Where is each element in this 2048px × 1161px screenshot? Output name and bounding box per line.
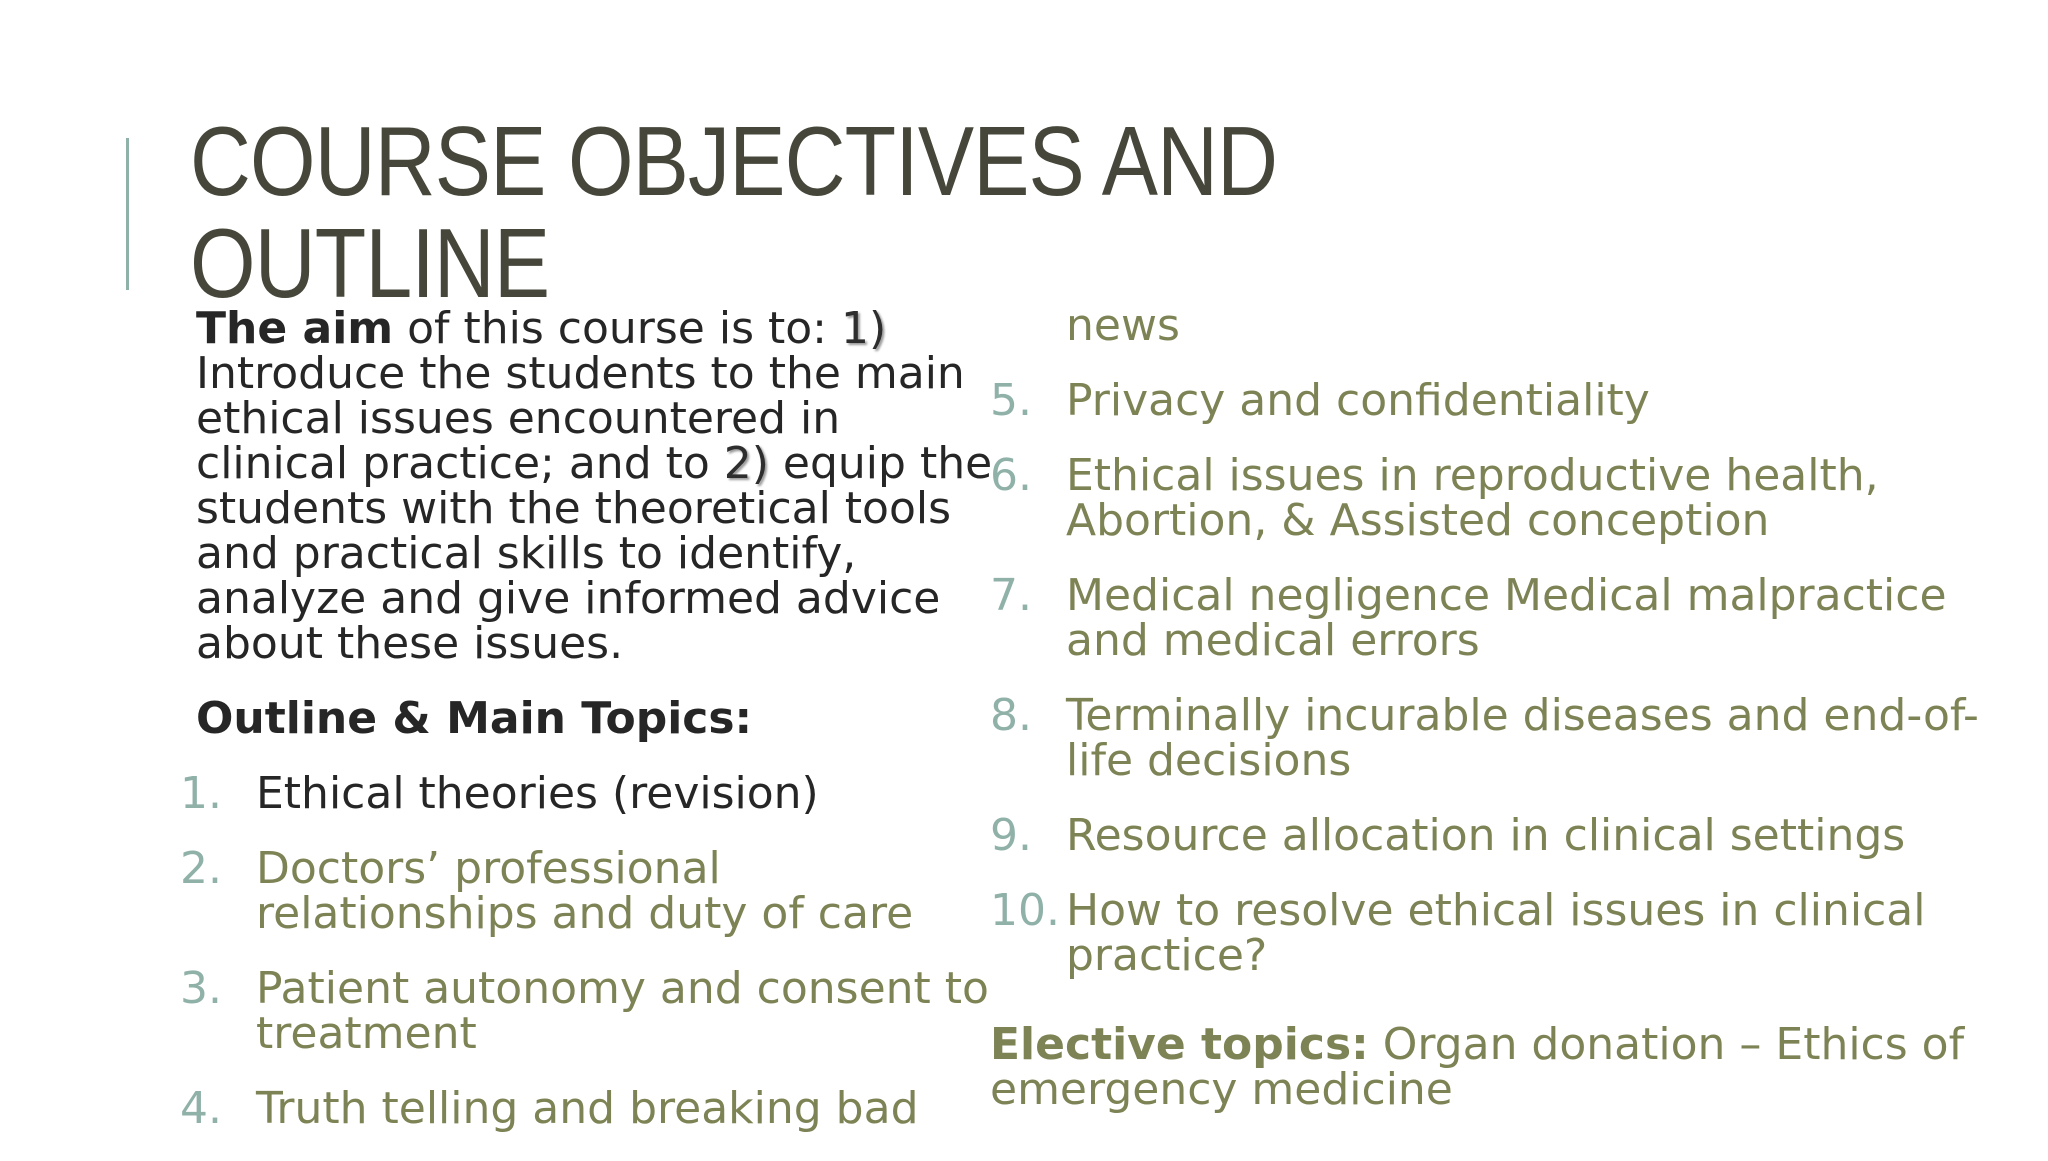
list-number: 2. bbox=[180, 843, 222, 894]
list-text: Truth telling and breaking bad bbox=[256, 1083, 919, 1134]
topics-list-right bbox=[990, 375, 1990, 981]
list-text: Ethical issues in reproductive health, Abortion, & Assisted conception bbox=[1066, 450, 1879, 546]
list-item bbox=[180, 768, 996, 819]
list-number: 3. bbox=[180, 963, 222, 1014]
list-number: 9. bbox=[990, 810, 1032, 861]
list-text: Patient autonomy and consent to treatment bbox=[256, 963, 989, 1059]
aim-marker-2: 2) bbox=[723, 438, 769, 489]
list-text: Resource allocation in clinical settings bbox=[1066, 810, 1906, 861]
list-item bbox=[990, 450, 1990, 546]
slide-title: COURSE OBJECTIVES AND OUTLINE bbox=[190, 106, 1278, 318]
list-number: 7. bbox=[990, 570, 1032, 621]
list-item bbox=[990, 375, 1990, 426]
elective-text: Organ donation – Ethics of emergency medicine bbox=[990, 1019, 1965, 1115]
right-column bbox=[990, 300, 1990, 1156]
left-column bbox=[180, 303, 996, 1161]
aim-text-2: Introduce the students to the main ethical issues encountered in clinical practice; and to bbox=[196, 348, 965, 489]
list-item bbox=[990, 690, 1990, 786]
list-number: 6. bbox=[990, 450, 1032, 501]
list-number: 8. bbox=[990, 690, 1032, 741]
list-item bbox=[990, 570, 1990, 666]
list-text: Privacy and confidentiality bbox=[1066, 375, 1650, 426]
list-item bbox=[180, 1083, 996, 1134]
list-item bbox=[180, 843, 996, 939]
list-item-continued: news bbox=[1066, 300, 1180, 351]
list-item bbox=[180, 963, 996, 1059]
list-item bbox=[990, 885, 1990, 981]
list-item bbox=[990, 810, 1990, 861]
list-number: 4. bbox=[180, 1083, 222, 1134]
list-text: Doctors’ professional relationships and duty of care bbox=[256, 843, 914, 939]
aim-marker-1: 1) bbox=[840, 303, 887, 354]
list-text: How to resolve ethical issues in clinical practice? bbox=[1066, 885, 1926, 981]
list-number: 1. bbox=[180, 768, 222, 819]
outline-heading: Outline & Main Topics: bbox=[196, 693, 753, 744]
aim-paragraph bbox=[196, 303, 996, 669]
title-accent-bar bbox=[126, 138, 129, 290]
list-text: Ethical theories (revision) bbox=[256, 768, 819, 819]
list-number: 10. bbox=[990, 885, 1060, 936]
list-text: Medical negligence Medical malpractice and medical errors bbox=[1066, 570, 1947, 666]
aim-text-1: of this course is to: bbox=[393, 303, 841, 354]
aim-label: The aim bbox=[196, 303, 394, 354]
elective-label: Elective topics: bbox=[990, 1019, 1369, 1070]
list-text: Terminally incurable diseases and end-of-life decisions bbox=[1066, 690, 1979, 786]
topics-list-left bbox=[180, 768, 996, 1134]
elective-topics bbox=[990, 1019, 1990, 1115]
list-number: 5. bbox=[990, 375, 1032, 426]
aim-text-3: equip the students with the theoretical tools and practical skills to identify, analyze and give informed advice about these issues. bbox=[196, 438, 993, 669]
